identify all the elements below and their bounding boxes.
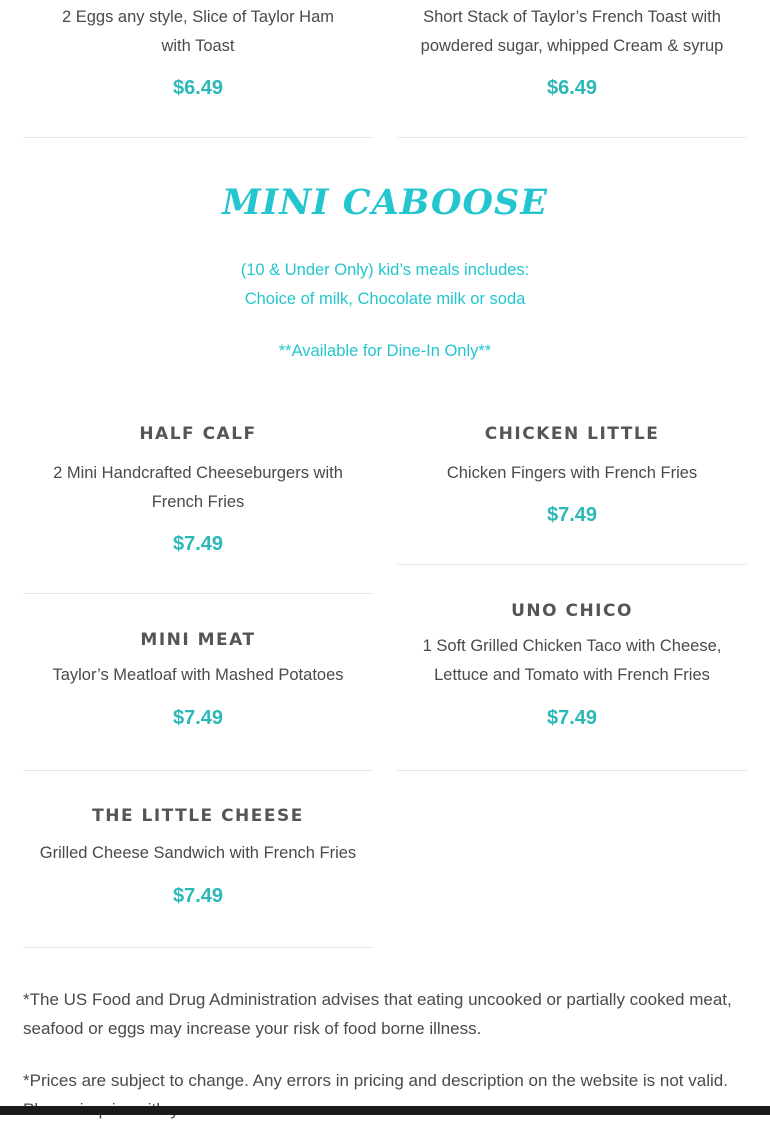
item-description: 2 Eggs any style, Slice of Taylor Ham with Toast: [61, 8, 335, 55]
menu-item-little-cheese: [23, 806, 373, 908]
item-name: HALF CALF: [139, 424, 257, 444]
item-name: CHICKEN LITTLE: [484, 424, 660, 444]
item-price: $7.49: [172, 533, 224, 555]
item-description: Chicken Fingers with French Fries: [446, 464, 698, 482]
divider: [23, 947, 373, 948]
menu-item-french-toast: [397, 3, 747, 100]
section-title: MINI CABOOSE: [222, 182, 548, 223]
item-description: 2 Mini Handcrafted Cheeseburgers with French Fries: [53, 464, 343, 511]
item-name: UNO CHICO: [511, 601, 633, 621]
divider: [23, 137, 373, 138]
menu-item-uno-chico: [397, 601, 747, 730]
divider: [397, 770, 747, 771]
divider: [397, 137, 747, 138]
item-description: 1 Soft Grilled Chicken Taco with Cheese, Lettuce and Tomato with French Fries: [422, 637, 722, 684]
menu-item-eggs-taylor-ham: [23, 3, 373, 100]
divider: [397, 564, 747, 565]
item-price: $6.49: [172, 77, 224, 99]
item-description: Short Stack of Taylor’s French Toast with powdered sugar, whipped Cream & syrup: [420, 8, 724, 55]
pricing-disclaimer: *Prices are subject to change. Any errors in pricing and description on the website is not valid.: [23, 1071, 728, 1090]
item-price: $7.49: [172, 707, 224, 729]
item-name: THE LITTLE CHEESE: [92, 806, 304, 826]
menu-item-half-calf: [23, 424, 373, 556]
divider: [23, 770, 373, 771]
item-description: Taylor’s Meatloaf with Mashed Potatoes: [52, 666, 344, 684]
item-price: $7.49: [546, 707, 598, 729]
menu-item-chicken-little: [397, 424, 747, 527]
item-price: $7.49: [172, 885, 224, 907]
item-name: MINI MEAT: [140, 630, 256, 650]
bottom-bar: [0, 1106, 770, 1115]
section-subtitle-line2: Choice of milk, Chocolate milk or soda: [244, 290, 526, 308]
dine-in-note: **Available for Dine-In Only**: [278, 342, 492, 360]
divider: [23, 593, 373, 594]
fda-disclaimer: *The US Food and Drug Administration advises that eating uncooked or partially cooked meat, seafood or eggs may increase your risk of food borne illness.: [23, 990, 732, 1038]
section-subtitle-line1: (10 & Under Only) kid’s meals includes:: [240, 261, 530, 279]
item-price: $6.49: [546, 77, 598, 99]
menu-item-mini-meat: [23, 630, 373, 730]
item-price: $7.49: [546, 504, 598, 526]
item-description: Grilled Cheese Sandwich with French Fries: [39, 844, 357, 862]
